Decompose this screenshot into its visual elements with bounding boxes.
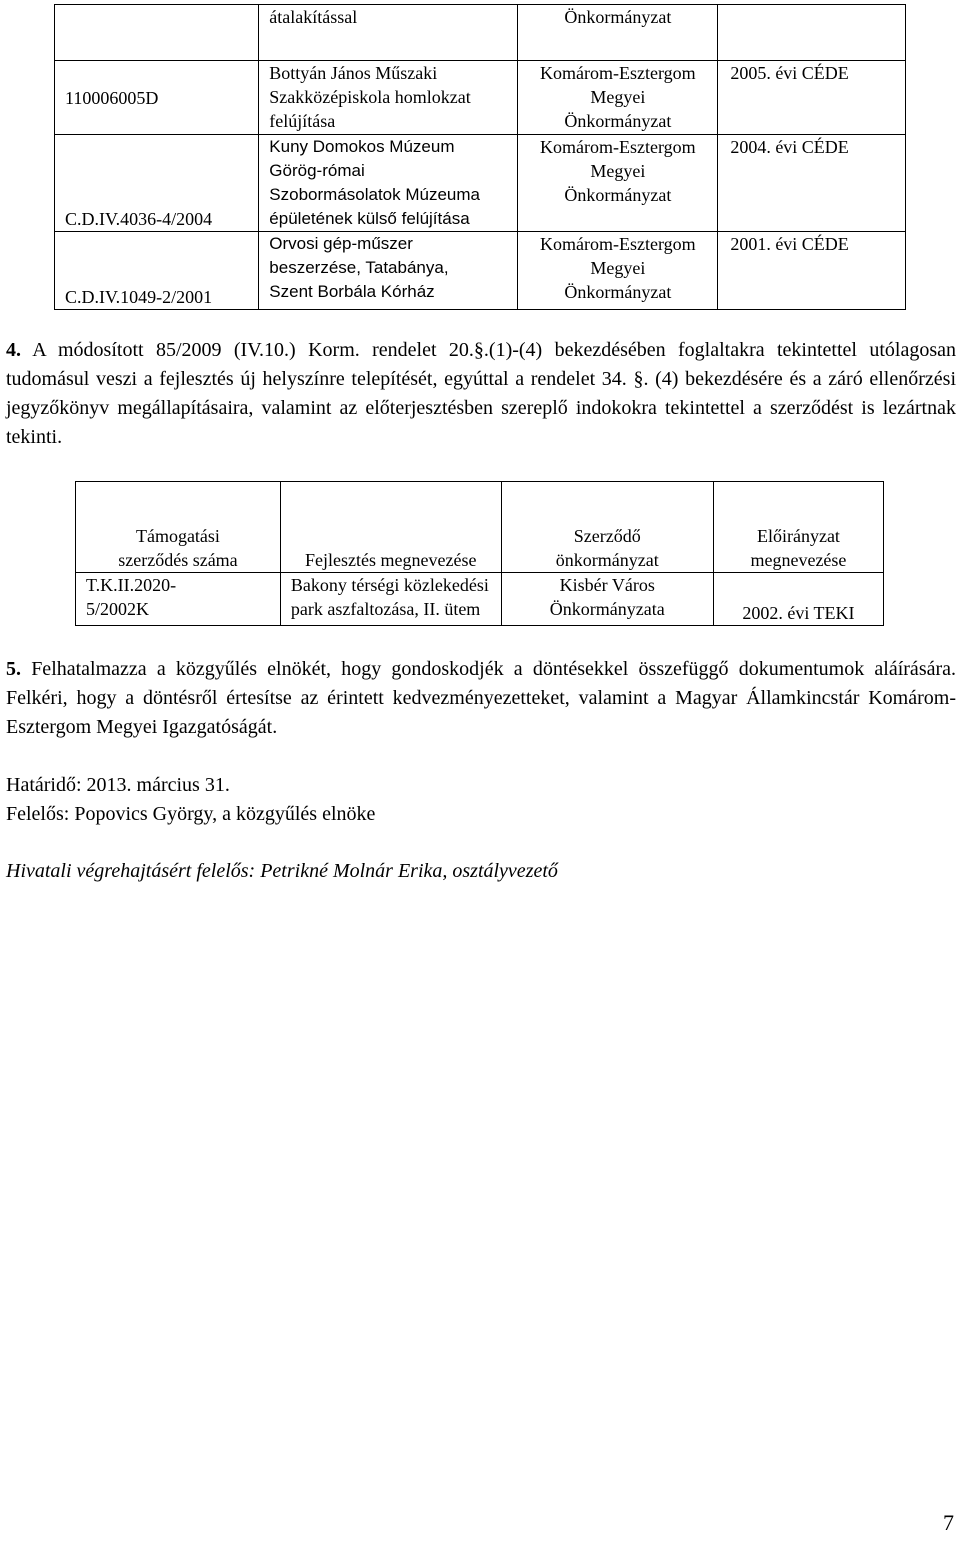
project-name: Kuny Domokos Múzeum Görög-római Szobormásolatok Múzeuma épületének külső felújítása — [259, 135, 518, 232]
paragraph-text: A módosított 85/2009 (IV.10.) Korm. rendelet 20.§.(1)-(4) bekezdésében foglaltakra tekintettel utólagosan tudomásul veszi a fejlesztés új helyszínre telepítését, egyúttal a rendelet 34. §. (4) bekezdésére és a záró ellenőrzési jegyzőkönyv megállapításaira, valamint az előterjesztésben szereplő indokokra tekintettel a szerződést is lezártnak tekinti. — [6, 339, 956, 448]
municipality: Komárom-Esztergom Megyei Önkormányzat — [518, 61, 718, 135]
contract-code: C.D.IV.1049-2/2001 — [55, 232, 259, 310]
municipality: Komárom-Esztergom Megyei Önkormányzat — [518, 135, 718, 232]
contract-table — [75, 481, 884, 626]
paragraph-5 — [6, 655, 956, 742]
contract-code: T.K.II.2020- 5/2002K — [76, 573, 281, 626]
appropriation: 2002. évi TEKI — [713, 573, 883, 626]
table-row — [55, 135, 906, 232]
table-row — [55, 5, 906, 61]
project-name: Bottyán János Műszaki Szakközépiskola homlokzat felújítása — [259, 61, 518, 135]
appropriation: 2004. évi CÉDE — [718, 135, 906, 232]
paragraph-number: 4. — [6, 339, 21, 361]
table-header-row — [76, 482, 884, 573]
table-cell: átalakítással — [259, 5, 518, 61]
executive-responsible: Hivatali végrehajtásért felelős: Petrikné Molnár Erika, osztályvezető — [6, 860, 558, 882]
paragraph-text: Felhatalmazza a közgyűlés elnökét, hogy gondoskodjék a döntésekkel összefüggő dokumentumok aláírására. Felkéri, hogy a döntésről értesítse az érintett kedvezményezetteket, valamint a Magyar Államkincstár Komárom-Esztergom Megyei Igazgatóságát. — [6, 658, 957, 738]
municipality: Komárom-Esztergom Megyei Önkormányzat — [518, 232, 718, 310]
project-name: Bakony térségi közlekedési park aszfaltozása, II. ütem — [280, 573, 501, 626]
contract-code: 110006005D — [55, 61, 259, 135]
paragraph-number: 5. — [6, 658, 21, 680]
table-row — [76, 573, 884, 626]
municipality: Kisbér Város Önkormányzata — [501, 573, 713, 626]
responsible: Felelős: Popovics György, a közgyűlés elnöke — [6, 803, 376, 825]
table-row — [55, 232, 906, 310]
appropriation: 2001. évi CÉDE — [718, 232, 906, 310]
contract-code: C.D.IV.4036-4/2004 — [55, 135, 259, 232]
table-cell: Önkormányzat — [518, 5, 718, 61]
appropriation-table — [54, 4, 906, 310]
appropriation: 2005. évi CÉDE — [718, 61, 906, 135]
column-header: Előirányzat megnevezése — [713, 482, 883, 573]
deadline: Határidő: 2013. március 31. — [6, 774, 230, 796]
page-number: 7 — [943, 1510, 954, 1535]
project-name: Orvosi gép-műszer beszerzése, Tatabánya, Szent Borbála Kórház — [259, 232, 518, 310]
column-header: Szerződő önkormányzat — [501, 482, 713, 573]
paragraph-4 — [6, 336, 956, 452]
column-header: Fejlesztés megnevezése — [280, 482, 501, 573]
table-row — [55, 61, 906, 135]
column-header: Támogatási szerződés száma — [76, 482, 281, 573]
